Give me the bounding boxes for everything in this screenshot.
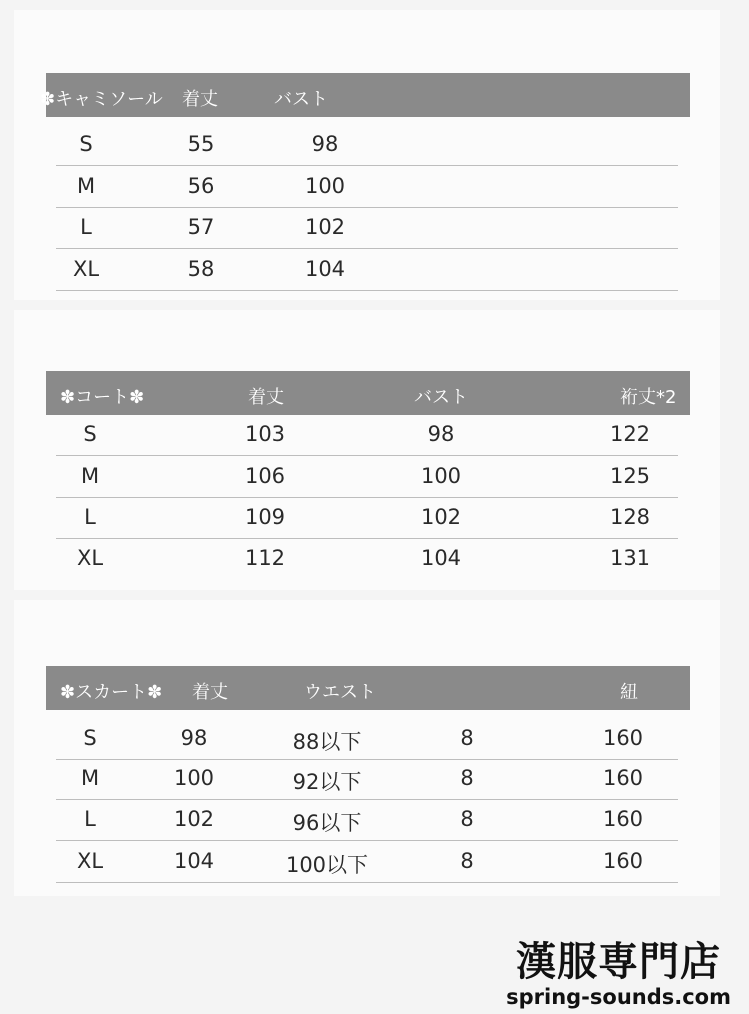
skirt-header-waist: ウエスト [304,682,376,703]
tie-cell: 160 [602,807,644,831]
size-cell: XL [76,849,104,873]
size-cell: L [80,215,92,239]
waist-cell: 96以下 [292,811,362,835]
sleeve-cell: 128 [609,505,651,529]
bust-cell: 98 [427,422,455,446]
size-cell: M [80,464,100,488]
table-row [56,166,678,208]
bust-cell: 102 [304,215,346,239]
length-cell: 102 [173,807,215,831]
waist-cell: 100以下 [285,853,369,877]
length-cell: 109 [244,505,286,529]
extra-cell: 8 [460,849,474,873]
length-cell: 56 [187,174,215,198]
coat-header-sleeve: 裄丈*2 [620,387,677,408]
bust-cell: 104 [420,546,462,570]
extra-cell: 8 [460,807,474,831]
row-divider [56,882,678,883]
skirt-header-length: 着丈 [192,682,228,703]
extra-cell: 8 [460,726,474,750]
tie-cell: 160 [602,726,644,750]
tie-cell: 160 [602,849,644,873]
sleeve-cell: 131 [609,546,651,570]
coat-header-title: ✽コート✽ [60,387,145,408]
length-cell: 100 [173,766,215,790]
coat-header-bust: バスト [414,387,468,408]
extra-cell: 8 [460,766,474,790]
size-cell: L [84,807,96,831]
size-cell: S [83,422,97,446]
bust-cell: 104 [304,257,346,281]
length-cell: 55 [187,132,215,156]
waist-cell: 88以下 [292,730,362,754]
length-cell: 58 [187,257,215,281]
table-row [56,456,678,498]
sleeve-cell: 122 [609,422,651,446]
bust-cell: 98 [311,132,339,156]
brand-logo [506,930,731,1009]
length-cell: 98 [180,726,208,750]
skirt-header [46,666,690,710]
table-row [56,249,678,291]
skirt-header-tie: 紐 [620,682,638,703]
camisole-header-length: 着丈 [182,89,218,110]
length-cell: 103 [244,422,286,446]
size-cell: M [80,766,100,790]
length-cell: 104 [173,849,215,873]
table-row [56,124,678,166]
size-cell: XL [76,546,104,570]
camisole-header [40,73,690,117]
length-cell: 112 [244,546,286,570]
table-row [56,414,678,456]
bust-cell: 102 [420,505,462,529]
coat-header [46,371,690,415]
camisole-header-title: ✽キャミソール [40,89,163,110]
tie-cell: 160 [602,766,644,790]
table-row [56,207,678,249]
size-cell: L [84,505,96,529]
size-cell: S [83,726,97,750]
table-row [56,758,678,800]
table-row [56,841,678,883]
brand-url: spring-sounds.com [506,985,731,1009]
brand-name: 漢服専門店 [516,939,722,985]
waist-cell: 92以下 [292,770,362,794]
table-row [56,718,678,760]
camisole-header-bust: バスト [274,89,328,110]
table-row [56,538,678,580]
table-row [56,799,678,841]
sleeve-cell: 125 [609,464,651,488]
bust-cell: 100 [304,174,346,198]
bust-cell: 100 [420,464,462,488]
table-row [56,497,678,539]
length-cell: 57 [187,215,215,239]
size-cell: S [79,132,93,156]
row-divider [56,290,678,291]
length-cell: 106 [244,464,286,488]
coat-header-length: 着丈 [248,387,284,408]
skirt-header-title: ✽スカート✽ [60,682,163,703]
size-cell: M [76,174,96,198]
size-cell: XL [72,257,100,281]
